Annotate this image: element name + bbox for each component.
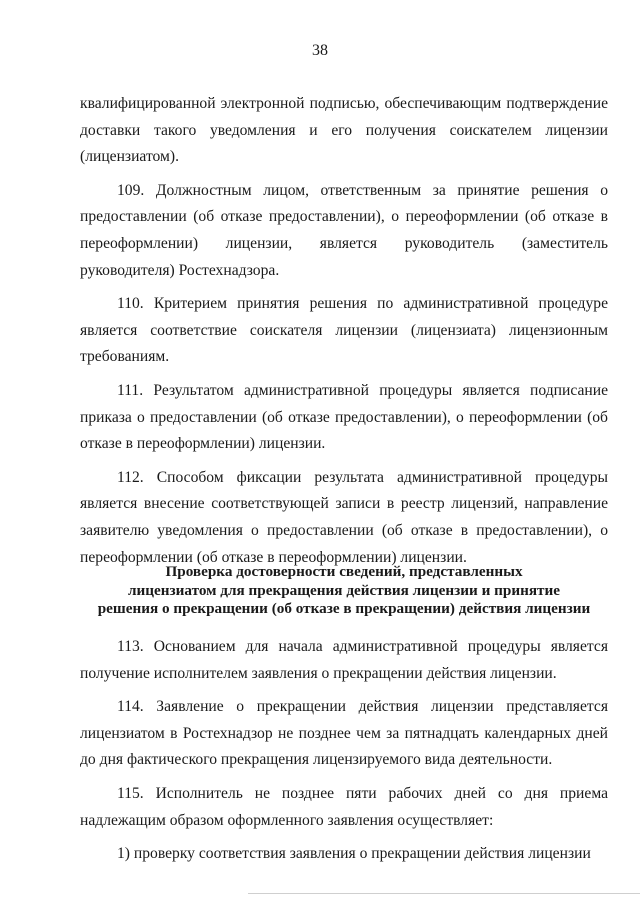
scan-edge-line	[248, 893, 640, 894]
paragraph-112: 112. Способом фиксации результата административной процедуры является внесение соответствующей записи в реестр лицензий, направление заявителю уведомления о предоставлении (об отказе в предоставлении), о переоформлении (об отказе в переоформлении) лицензии.	[80, 468, 608, 566]
paragraph-115-item-1: 1) проверку соответствия заявления о прекращении действия лицензии	[117, 845, 591, 863]
section-heading	[80, 563, 608, 619]
paragraph-110: 110. Критерием принятия решения по административной процедуре является соответствие соискателя лицензии (лицензиата) лицензионным требованиям.	[80, 295, 608, 366]
paragraph-113: 113. Основанием для начала административной процедуры является получение исполнителем заявления о прекращении действия лицензии.	[80, 638, 608, 682]
section-heading-line-1: Проверка достоверности сведений, представленных	[165, 563, 523, 580]
paragraph-109: 109. Должностным лицом, ответственным за принятие решения о предоставлении (об отказе предоставлении), о переоформлении (об отказе в переоформлении) лицензии, является руководитель (заместитель руководителя) Ростехнадзора.	[80, 181, 608, 279]
paragraph-111: 111. Результатом административной процедуры является подписание приказа о предоставлении (об отказе предоставлении), о переоформлении (об отказе в переоформлении) лицензии.	[80, 381, 608, 453]
paragraph-114: 114. Заявление о прекращении действия лицензии представляется лицензиатом в Ростехнадзор не позднее чем за пятнадцать календарных дней до дня фактического прекращения лицензируемого вида деятельности.	[80, 698, 608, 769]
text-block-top	[80, 91, 608, 571]
paragraph-continuation: квалифицированной электронной подписью, обеспечивающим подтверждение доставки такого уведомления и его получения соискателем лицензии (лицензиатом).	[80, 95, 608, 166]
section-heading-line-3: решения о прекращении (об отказе в прекращении) действия лицензии	[97, 600, 591, 617]
section-heading-line-2: лицензиатом для прекращения действия лицензии и принятие	[128, 581, 560, 599]
text-block-bottom	[80, 634, 608, 868]
page-number: 38	[312, 42, 328, 59]
paragraph-115: 115. Исполнитель не позднее пяти рабочих дней со дня приема надлежащим образом оформленного заявления осуществляет:	[80, 784, 608, 829]
